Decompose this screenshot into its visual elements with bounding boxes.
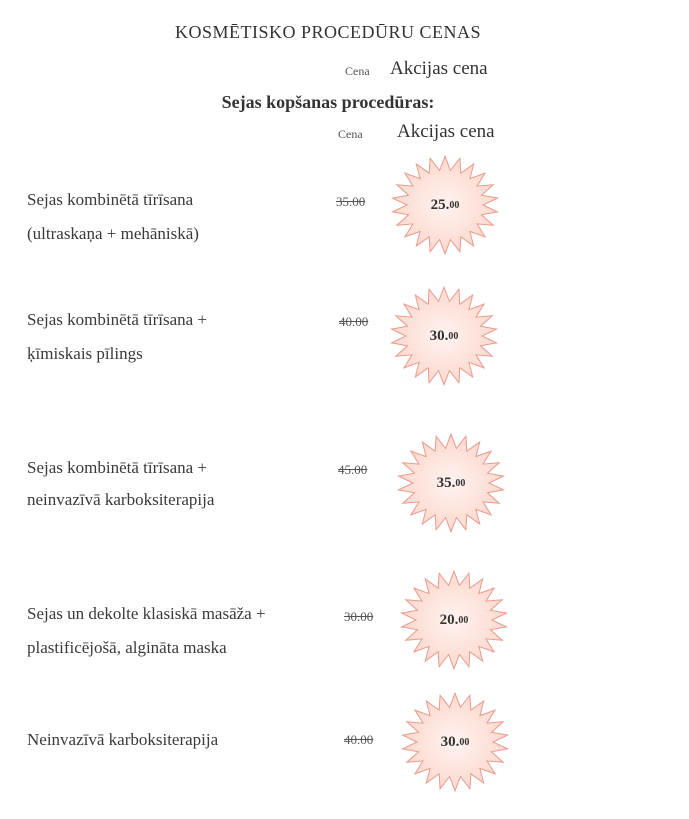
old-price: 45.00 — [338, 462, 368, 477]
old-price: 40.00 — [344, 732, 374, 747]
promo-price: 20. 00 — [439, 611, 469, 628]
procedure-name-line1: Sejas kombinētā tīrīsana + — [27, 458, 208, 477]
promo-price: 30. 00 — [429, 327, 459, 344]
procedure-name-line2: (ultraskaņa + mehāniskā) — [27, 224, 199, 243]
section-title: Sejas kopšanas procedūras: — [221, 92, 435, 112]
page-title: KOSMĒTISKO PROCEDŪRU CENAS — [174, 22, 482, 42]
promo-price: 35. 00 — [436, 474, 466, 491]
procedure-name-line1: Sejas kombinētā tīrīsana + — [27, 310, 208, 329]
procedure-name-line1: Sejas kombinētā tīrīsana — [27, 190, 194, 209]
old-price: 40.00 — [339, 314, 369, 329]
procedure-name-line2: ķīmiskais pīlings — [27, 344, 143, 363]
old-price: 35.00 — [336, 194, 366, 209]
procedure-name-line1: Neinvazīvā karboksiterapija — [27, 730, 219, 749]
promo-starburst — [389, 286, 499, 386]
procedure-name-line2: neinvazīvā karboksiterapija — [27, 490, 215, 509]
promo-starburst — [399, 570, 509, 670]
promo-price: 25. 00 — [430, 196, 460, 213]
header-akcijas-label: Akcijas cena — [390, 58, 488, 79]
promo-starburst — [400, 692, 510, 792]
promo-starburst — [390, 155, 500, 255]
promo-starburst — [396, 433, 506, 533]
old-price: 30.00 — [344, 609, 374, 624]
procedure-name-line1: Sejas un dekolte klasiskā masāža + — [27, 604, 266, 623]
promo-price: 30. 00 — [440, 733, 470, 750]
column-akcijas-label: Akcijas cena — [397, 121, 495, 142]
procedure-name-line2: plastificējošā, algināta maska — [27, 638, 227, 657]
column-cena-label: Cena — [338, 127, 363, 141]
header-cena-label: Cena — [345, 64, 370, 78]
